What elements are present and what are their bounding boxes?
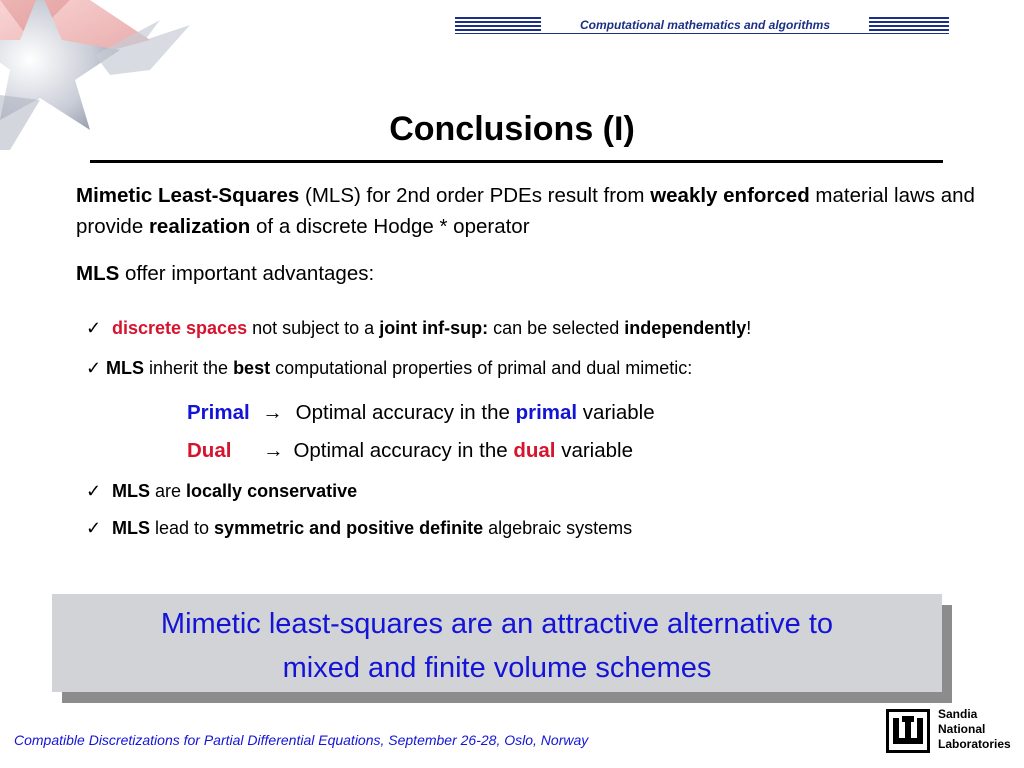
banner-stripes-left bbox=[455, 17, 541, 34]
term-joint-inf-sup: joint inf-sup: bbox=[379, 318, 489, 338]
logo-line: National bbox=[938, 722, 986, 736]
term-mls: MLS bbox=[112, 481, 150, 501]
term-dual: dual bbox=[513, 439, 556, 462]
text: are bbox=[150, 481, 187, 501]
term-primal: primal bbox=[515, 401, 578, 424]
paragraph-mls-summary bbox=[76, 180, 986, 242]
checkmark-icon: ✓ bbox=[86, 518, 102, 538]
title-divider bbox=[90, 160, 943, 163]
footer-conference: Compatible Discretizations for Partial Differential Equations, September 26-28, Oslo, Norway bbox=[14, 732, 589, 748]
term-mls: Mimetic Least-Squares bbox=[76, 184, 300, 207]
checkmark-icon: ✓ bbox=[86, 318, 102, 338]
page-title: Conclusions (I) bbox=[389, 110, 635, 148]
sub-item-primal bbox=[187, 399, 655, 427]
header-banner bbox=[455, 14, 949, 38]
banner-title: Computational mathematics and algorithms bbox=[541, 17, 869, 34]
term-realization: realization bbox=[148, 215, 251, 238]
text: computational properties of primal and dual mimetic: bbox=[270, 358, 693, 378]
text: can be selected bbox=[488, 318, 625, 338]
arrow-right-icon: → bbox=[262, 401, 283, 424]
bullet-spd-systems bbox=[86, 516, 632, 540]
text: variable bbox=[577, 401, 655, 424]
term-mls: MLS bbox=[76, 262, 120, 285]
term-best: best bbox=[233, 358, 271, 378]
text: Optimal accuracy in the bbox=[293, 439, 514, 462]
text: algebraic systems bbox=[483, 518, 633, 538]
bullet-locally-conservative bbox=[86, 479, 357, 503]
term-spd: symmetric and positive definite bbox=[214, 518, 484, 538]
logo-line: Sandia bbox=[938, 707, 978, 721]
text: material laws and provide bbox=[76, 184, 975, 238]
term-weakly-enforced: weakly enforced bbox=[650, 184, 810, 207]
text: Optimal accuracy in the bbox=[295, 401, 516, 424]
conclusion-box bbox=[52, 594, 942, 692]
label-primal: Primal bbox=[187, 401, 250, 424]
text: lead to bbox=[150, 518, 215, 538]
bullet-discrete-spaces bbox=[86, 316, 751, 340]
text: of a discrete Hodge * operator bbox=[250, 215, 530, 238]
text: offer important advantages: bbox=[119, 262, 375, 285]
term-mls: MLS bbox=[106, 358, 144, 378]
bullet-best-properties bbox=[86, 356, 692, 380]
sandia-logo bbox=[886, 707, 1016, 759]
logo-line: Laboratories bbox=[938, 737, 1011, 751]
checkmark-icon: ✓ bbox=[86, 481, 102, 501]
text: inherit the bbox=[144, 358, 234, 378]
arrow-right-icon: → bbox=[263, 439, 284, 462]
sandia-logo-icon bbox=[886, 709, 930, 753]
term-locally-conservative: locally conservative bbox=[186, 481, 358, 501]
text: (MLS) for 2nd order PDEs result from bbox=[299, 184, 651, 207]
checkmark-icon: ✓ bbox=[86, 358, 102, 378]
text: ! bbox=[746, 318, 752, 338]
label-dual: Dual bbox=[187, 439, 232, 462]
term-discrete-spaces: discrete spaces bbox=[112, 318, 248, 338]
conclusion-line-2: mixed and finite volume schemes bbox=[282, 652, 712, 684]
paragraph-advantages bbox=[76, 258, 976, 289]
text: not subject to a bbox=[247, 318, 380, 338]
term-independently: independently bbox=[624, 318, 747, 338]
banner-stripes-right bbox=[869, 17, 949, 34]
conclusion-line-1: Mimetic least-squares are an attractive alternative to bbox=[160, 608, 834, 640]
text: variable bbox=[555, 439, 633, 462]
sandia-logo-text bbox=[938, 707, 1011, 752]
sub-item-dual bbox=[187, 437, 633, 465]
term-mls: MLS bbox=[112, 518, 150, 538]
